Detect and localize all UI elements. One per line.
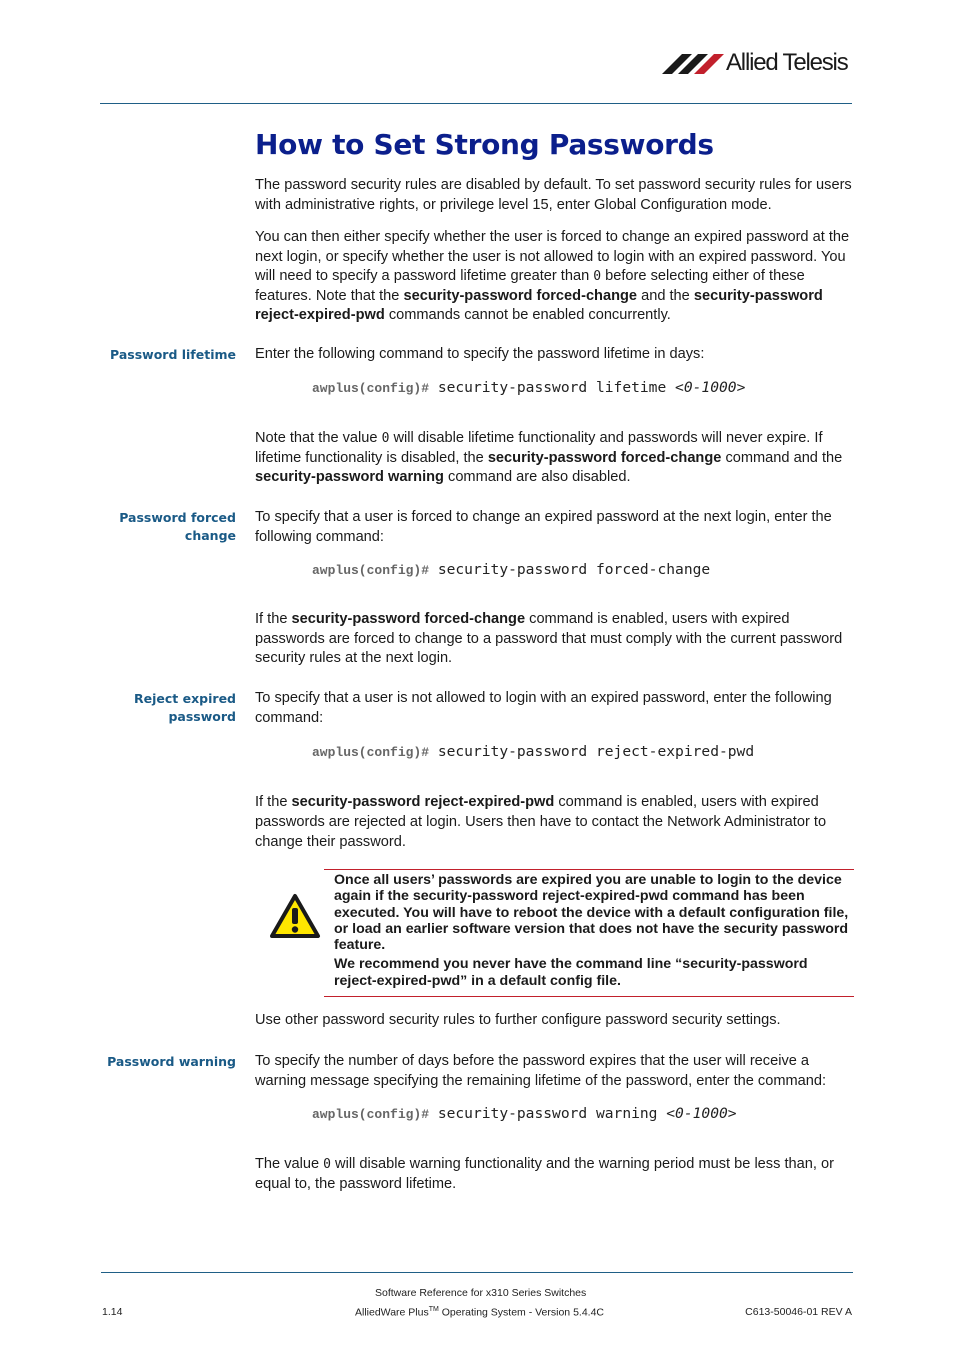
lifetime-command: awplus(config)# security-password lifetime <0-1000> bbox=[312, 379, 746, 396]
forced-note: If the security-password forced-change command is enabled, users with expired passwords are forced to change to a password that must comply with the current password security rules at the next login. bbox=[255, 611, 843, 667]
page-title: How to Set Strong Passwords bbox=[255, 128, 714, 161]
header-rule bbox=[100, 103, 852, 104]
warning-cmd-text: To specify the number of days before the password expires that the user will receive a warning message specifying the remaining lifetime of the password, enter the command: bbox=[255, 1053, 827, 1089]
footer-rule bbox=[101, 1272, 853, 1273]
warning-command: awplus(config)# security-password warning <0-1000> bbox=[312, 1105, 737, 1122]
document-id: C613-50046-01 REV A bbox=[745, 1306, 852, 1318]
warning-icon bbox=[269, 893, 321, 939]
reject-command: awplus(config)# security-password reject-expired-pwd bbox=[312, 743, 755, 760]
side-heading-reject-expired-password: Reject expired password bbox=[134, 691, 236, 724]
reject-text: To specify that a user is not allowed to login with an expired password, enter the following command: bbox=[255, 690, 832, 726]
lifetime-text: Enter the following command to specify the password lifetime in days: bbox=[255, 346, 705, 362]
warning-line-2: We recommend you never have the command line “security-password reject-expired-pwd” in a default config file. bbox=[334, 956, 808, 989]
warning-line-1: Once all users’ passwords are expired you are unable to login to the device again if the security-password reject-expired-pwd command has been executed. You will have to reboot the device with a default configuration file, or load an earlier software version that does not have the security password feature. bbox=[334, 872, 849, 954]
intro-paragraph-1: The password security rules are disabled by default. To set password security rules for users with administrative rights, or privilege level 15, enter Global Configuration mode. bbox=[255, 177, 852, 213]
side-heading-password-forced-change: Password forced change bbox=[119, 510, 236, 543]
side-heading-password-warning: Password warning bbox=[107, 1054, 236, 1069]
brand-name: Allied Telesis bbox=[726, 49, 848, 76]
warning-note: The value 0 will disable warning functionality and the warning period must be less than, or equal to, the password lifetime. bbox=[255, 1156, 834, 1192]
intro-paragraph-2: You can then either specify whether the user is forced to change an expired password at the next login, or specify whether the user is not allowed to login with an expired password. You will need to specify a password lifetime greater than 0 before selecting either of these features. Note that the security-password forced-change and the security-password reject-expired-pwd commands cannot be enabled concurrently. bbox=[255, 229, 850, 324]
lifetime-note: Note that the value 0 will disable lifetime functionality and passwords will never expire. If lifetime functionality is disabled, the security-password forced-change command and the security-password warning command are also disabled. bbox=[255, 430, 843, 486]
forced-command: awplus(config)# security-password forced-change bbox=[312, 561, 711, 578]
page-number: 1.14 bbox=[102, 1306, 123, 1318]
footer-title: Software Reference for x310 Series Switches bbox=[375, 1287, 587, 1299]
reject-note: If the security-password reject-expired-pwd command is enabled, users with expired passwords are rejected at login. Users then have to contact the Network Administrator to change their password. bbox=[255, 794, 827, 850]
warning-text bbox=[334, 872, 849, 989]
use-other-rules-text: Use other password security rules to further configure password security settings. bbox=[255, 1012, 781, 1028]
footer-os-version: AlliedWare Plus™ Operating System - Version 5.4.4C bbox=[355, 1306, 605, 1319]
forced-text: To specify that a user is forced to change an expired password at the next login, enter the following command: bbox=[255, 509, 832, 545]
side-heading-password-lifetime: Password lifetime bbox=[110, 347, 236, 362]
